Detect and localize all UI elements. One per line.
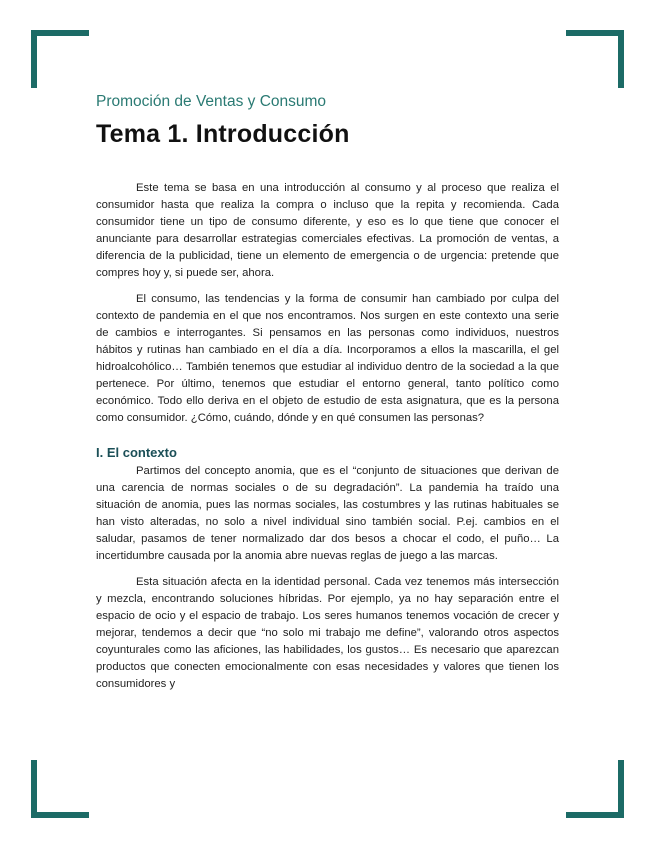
course-subtitle: Promoción de Ventas y Consumo xyxy=(96,93,327,110)
section1-paragraph-1: Partimos del concepto anomia, que es el “conjunto de situaciones que derivan de una carencia de normas sociales o de su degradación”. La pandemia ha traído una situación de anomia, pues las normas sociales, las costumbres y las rutinas habituales se han visto alteradas, no solo a nivel individual sino también social. P.ej. cambios en el saludar, pasamos de tener normalizado dar dos besos a chocar el codo, el puño… La incertidumbre causada por la anomia abre nuevas reglas de juego a las marcas. xyxy=(96,465,559,562)
section1-paragraph-2: Esta situación afecta en la identidad personal. Cada vez tenemos más intersección y mezcla, encontrando soluciones híbridas. Por ejemplo, ya no hay separación entre el espacio de ocio y el espacio de trabajo. Los seres humanos tenemos vocación de crecer y mejorar, tendemos a decir que “no solo mi trabajo me define”, valorando otros aspectos coyunturales como las aficiones, las habilidades, los gustos… Es necesario que aparezcan productos que conecten emocionalmente con esas necesidades y valores que tienen los consumidores y xyxy=(96,576,559,690)
section-heading-contexto: I. El contexto xyxy=(96,445,177,460)
intro-paragraph-2: El consumo, las tendencias y la forma de consumir han cambiado por culpa del contexto de pandemia en el que nos encontramos. Nos surgen en este contexto una serie de cambios e interrogantes. Si pensamos en las personas como individuos, nuestros hábitos y rutinas han cambiado en el día a día. Incorporamos a ellos la mascarilla, el gel hidroalcohólico… También tenemos que estudiar al individuo dentro de la sociedad a la que pertenece. Por último, tenemos que estudiar el entorno general, tanto político como económico. Todo ello deriva en el objeto de estudio de esta asignatura, que es la persona como consumidor. ¿Cómo, cuándo, dónde y en qué consumen las personas? xyxy=(96,293,559,424)
corner-frame-top-right xyxy=(566,30,624,88)
corner-frame-bottom-right xyxy=(566,760,624,818)
corner-frame-bottom-left xyxy=(31,760,89,818)
document-body xyxy=(96,180,559,702)
corner-frame-top-left xyxy=(31,30,89,88)
page-title: Tema 1. Introducción xyxy=(96,120,350,148)
intro-paragraph-1: Este tema se basa en una introducción al consumo y al proceso que realiza el consumidor hasta que realiza la compra o incluso que la repita y recomienda. Cada consumidor tiene un tipo de consumo diferente, y eso es lo que tiene que conocer el anunciante para desarrollar estrategias comerciales efectivas. La promoción de ventas, a diferencia de la publicidad, tiene un elemento de emergencia o de urgencia: pretende que compres hoy y, si puede ser, ahora. xyxy=(96,182,559,279)
